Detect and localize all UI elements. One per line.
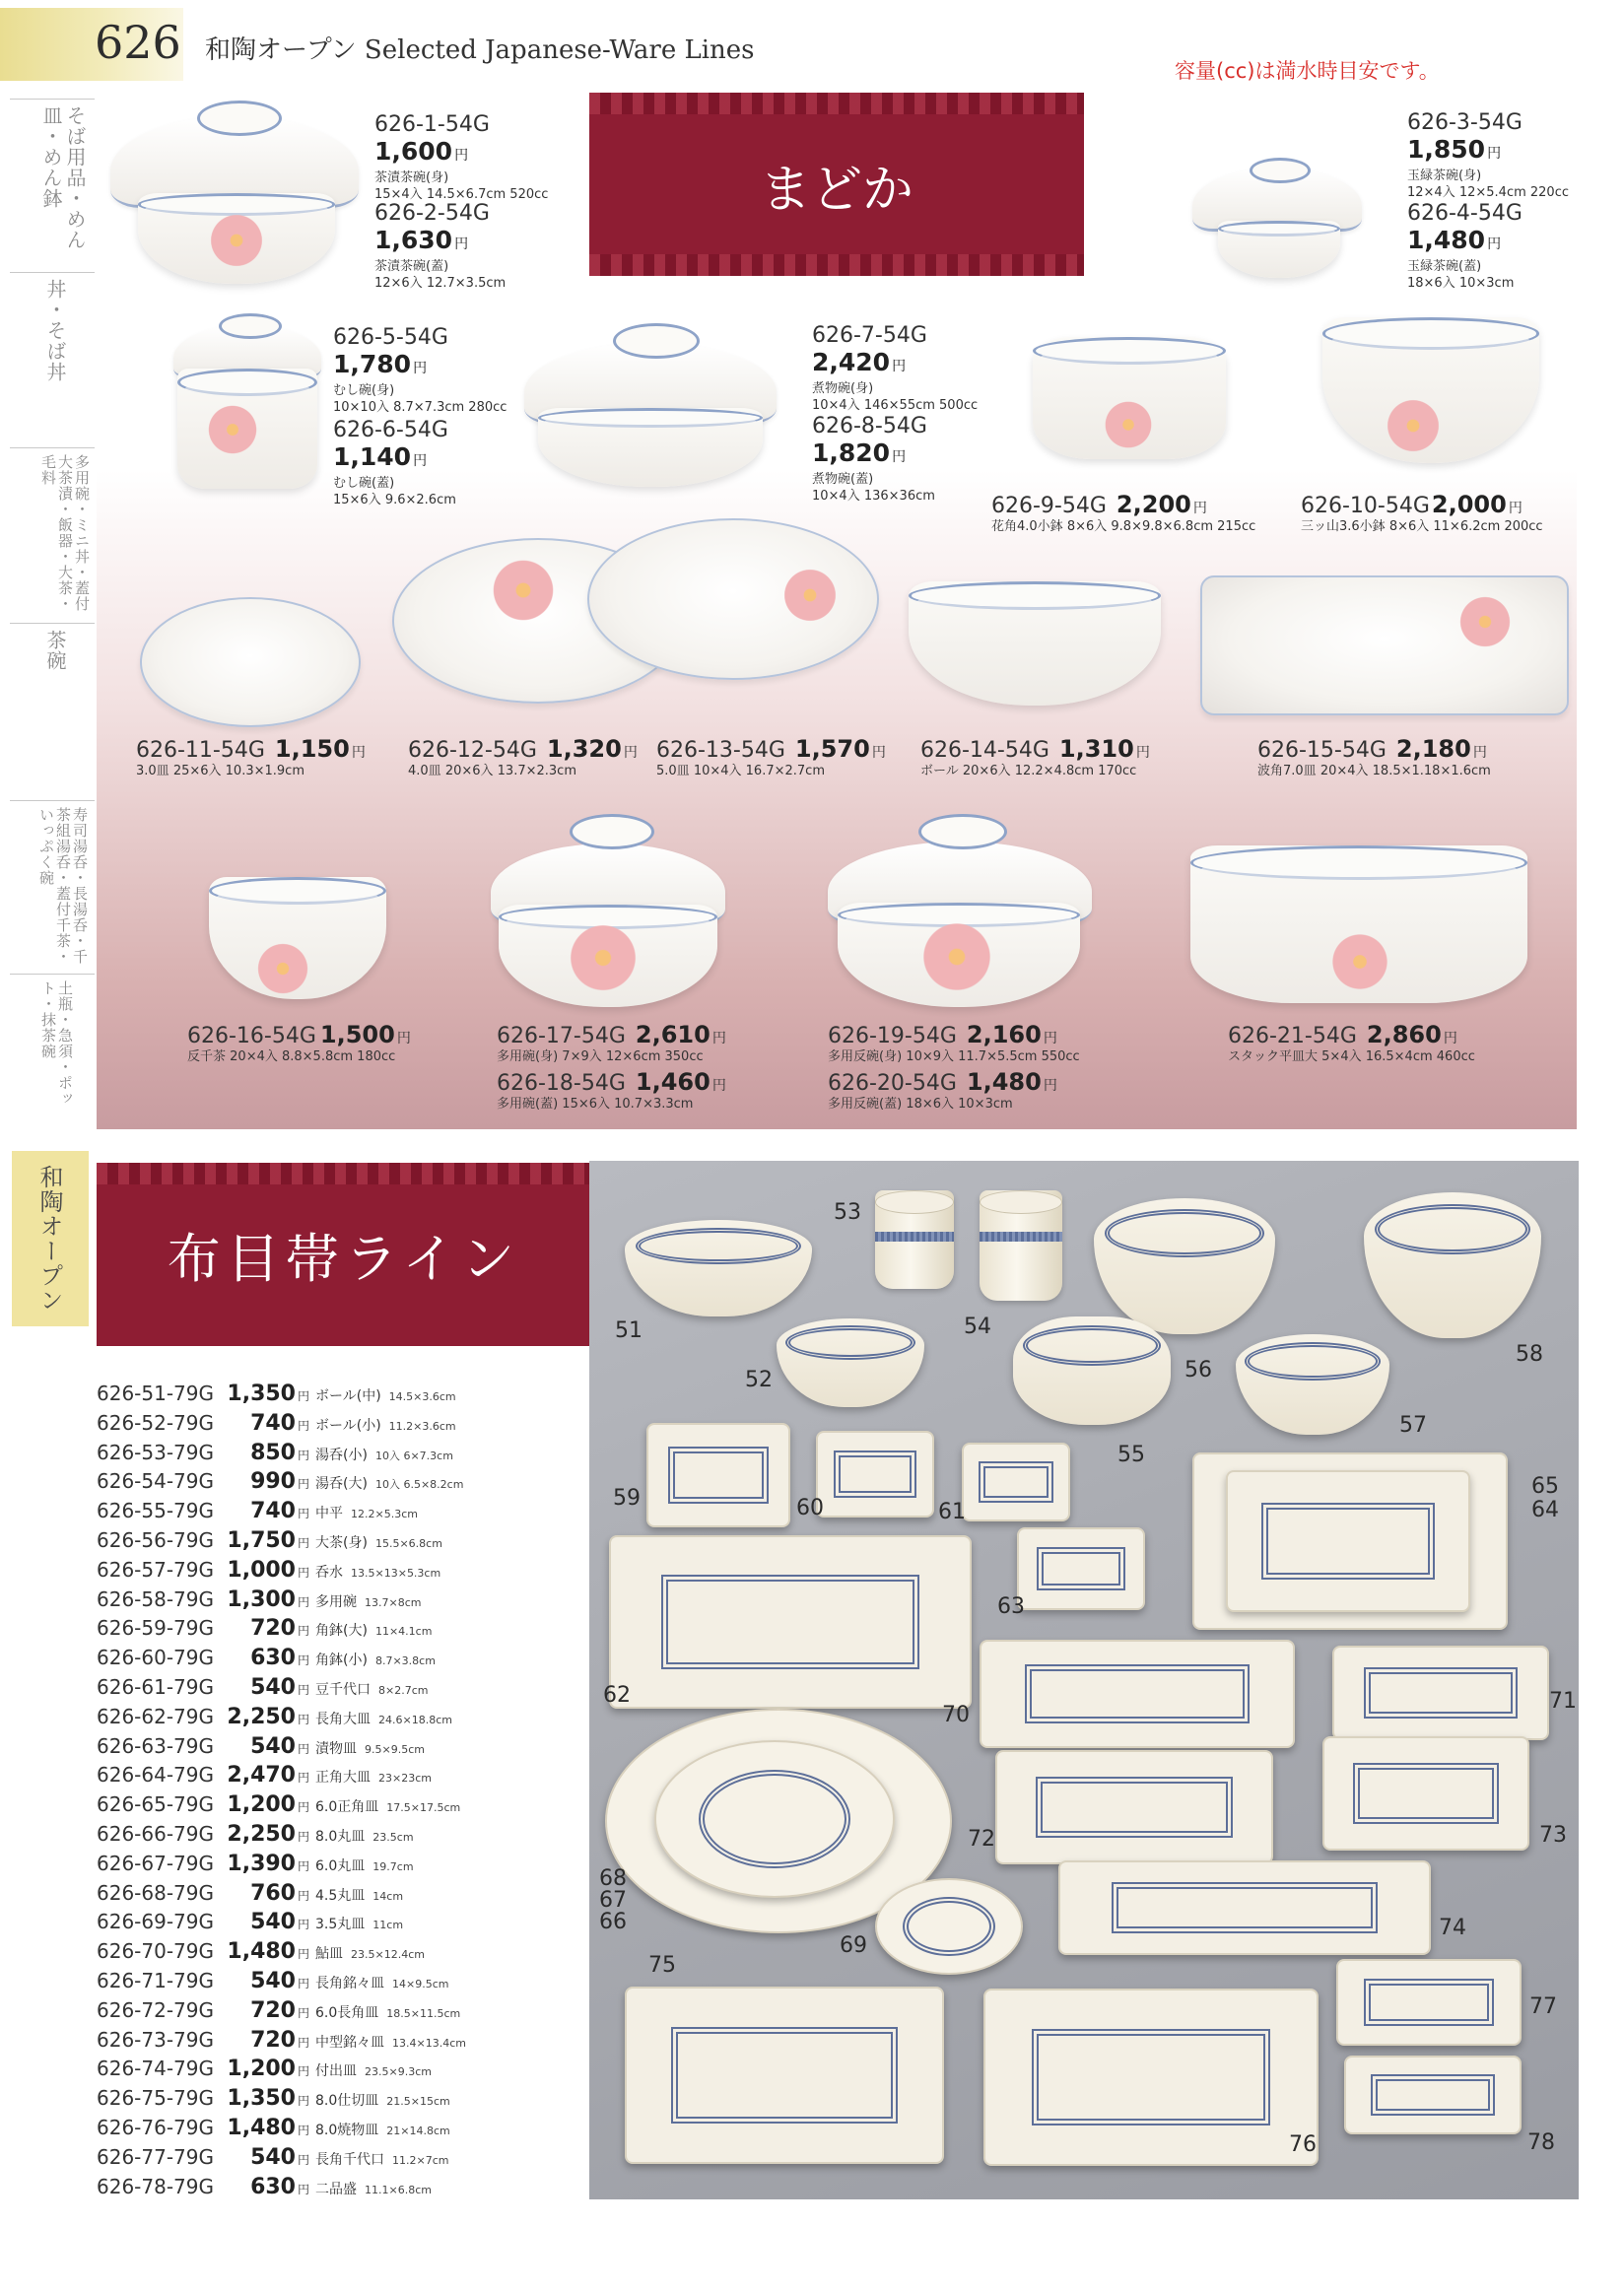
item-size: 11×4.1cm [374,1625,433,1639]
item-code: 626-55-79G [97,1499,215,1523]
bowl-58 [1364,1192,1541,1338]
price-row [97,2057,589,2086]
label-68: 68 [599,1866,627,1891]
yen-unit: 円 [298,1947,310,1962]
item-name: 二品盛 [315,2181,358,2197]
item-code: 626-68-79G [97,1880,215,1905]
label-76: 76 [1289,2132,1317,2157]
item-code: 626-56-79G [97,1527,215,1552]
yen-unit: 円 [298,1682,310,1697]
item-size: 12.2×5.3cm [351,1508,418,1521]
item-code: 626-58-79G [97,1586,215,1611]
yen-unit: 円 [298,1653,310,1668]
item-name: ボール(中) [315,1388,381,1404]
item-name: 長角千代口 [315,2151,385,2168]
yen-unit: 円 [298,1976,310,1990]
item-name: 3.5丸皿 [315,1917,366,1933]
yen-unit: 円 [298,1389,310,1403]
item-size: 11.2×7cm [392,2153,449,2167]
item-size: 24.6×18.8cm [378,1713,452,1726]
index-label: 多用碗・ミニ丼・蓋付大茶漬・飯器・大茶・毛料 [39,454,91,612]
item-name: 中平 [315,1506,344,1522]
item-price: 1,000 [227,1557,296,1583]
flower-motif [205,402,260,457]
price-row [97,2086,589,2116]
item-price: 540 [250,2144,296,2170]
item-code: 626-78-79G [97,2174,215,2198]
label-74: 74 [1439,1916,1466,1940]
item-price: 1,300 [227,1586,296,1612]
label-61: 61 [938,1500,966,1524]
item-price: 720 [250,1997,296,2023]
nunome-banner [97,1163,591,1346]
page-title: 和陶オープン Selected Japanese-Ware Lines [205,35,755,65]
flower-motif [918,918,995,995]
item-size: 18.5×11.5cm [386,2006,461,2020]
item-name: 6.0丸皿 [315,1857,366,1874]
item-price: 540 [250,1674,296,1700]
item-price: 850 [250,1440,296,1465]
lid-knob [1250,158,1311,183]
item-code: 626-71-79G [97,1968,215,1992]
item-name: 漬物皿 [315,1740,358,1757]
item-size: 14cm [372,1889,404,1903]
flower-motif [489,556,558,625]
flower-motif [1102,398,1155,451]
item-code: 626-69-79G [97,1910,215,1934]
product-626-5: 626-5-54G 1,780 円 むし碗(身) 10×10入 8.7×7.3cm 280cc [333,325,508,415]
yen-unit: 円 [298,2005,310,2020]
item-code: 626-51-79G [97,1382,215,1405]
yen-unit: 円 [298,1712,310,1726]
item-name: 6.0正角皿 [315,1799,379,1816]
item-code: 626-77-79G [97,2144,215,2169]
nunome-price-list [97,1382,589,2203]
item-code: 626-52-79G [97,1410,215,1435]
flower-motif [1384,396,1443,455]
item-size: 13.7×8cm [365,1595,422,1609]
item-name: 4.5丸皿 [315,1887,366,1904]
price-row [97,1998,589,2028]
item-size: 23.5cm [372,1830,414,1844]
item-size: 13.5×13×5.3cm [351,1566,441,1580]
price-row [97,1675,589,1705]
label-60: 60 [796,1496,824,1520]
price-row [97,1499,589,1528]
price-row [97,1558,589,1587]
item-price: 2,470 [227,1763,296,1788]
yen-unit: 円 [298,1829,310,1844]
item-code: 626-63-79G [97,1733,215,1758]
item-code: 626-75-79G [97,2086,215,2111]
label-78: 78 [1527,2130,1555,2155]
product-626-11: 626-11-54G 1,150 円 3.0皿 25×6入 10.3×1.9cm [136,735,366,778]
item-name: 鮎皿 [315,1946,344,1963]
product-626-13: 626-13-54G 1,570 円 5.0皿 10×4入 16.7×2.7cm [656,735,886,778]
flower-motif [1456,593,1514,650]
product-626-7: 626-7-54G 2,420 円 煮物碗(身) 10×4入 146×55cm 500cc [812,323,979,413]
label-67: 67 [599,1888,627,1913]
item-size: 15.5×6.8cm [374,1536,442,1550]
item-code: 626-65-79G [97,1792,215,1817]
yen-unit: 円 [298,2182,310,2196]
yen-unit: 円 [298,1888,310,1903]
price-row [97,1382,589,1411]
index-label: 丼・そば丼 [43,279,67,382]
flower-motif [1328,930,1391,993]
product-626-15: 626-15-54G 2,180 円 波角7.0皿 20×4入 18.5×1.18×1.6cm [1257,735,1491,778]
yen-unit: 円 [298,1858,310,1873]
price-row [97,1587,589,1617]
item-price: 1,390 [227,1851,296,1876]
item-price: 720 [250,1616,296,1642]
lid-knob [570,814,654,849]
item-size: 8.7×3.8cm [374,1654,436,1668]
item-code: 626-70-79G [97,1939,215,1964]
pickle-plate-63 [1017,1527,1145,1610]
partition-plate-75 [625,1987,944,2164]
item-size: 11.1×6.8cm [365,2183,432,2196]
item-code: 626-67-79G [97,1851,215,1875]
yen-unit: 円 [298,1741,310,1756]
two-item-plate-78 [1344,2056,1522,2134]
checker-band [589,93,1084,114]
item-price: 630 [250,1646,296,1671]
item-size: 23.5×9.3cm [365,2065,432,2079]
item-name: 豆千代口 [315,1681,372,1698]
item-name: 付出皿 [315,2063,358,2080]
label-51: 51 [615,1318,643,1343]
chiyoguchi-77 [1336,1959,1522,2046]
square-bowl-59 [646,1423,790,1527]
bowl-51 [625,1220,812,1316]
item-name: 6.0長角皿 [315,2004,379,2021]
yen-unit: 円 [298,2035,310,2050]
item-price: 740 [250,1499,296,1524]
label-71: 71 [1549,1689,1577,1714]
item-code: 626-72-79G [97,1997,215,2022]
capacity-note: 容量(cc)は満水時目安です。 [1175,59,1440,83]
price-row [97,1469,589,1499]
label-59: 59 [613,1486,641,1511]
yen-unit: 円 [298,1507,310,1521]
ayu-plate-70 [980,1640,1295,1748]
item-price: 1,200 [227,2057,296,2082]
plate-73 [1322,1736,1529,1851]
item-code: 626-66-79G [97,1821,215,1846]
price-row [97,2028,589,2058]
flower-motif [566,920,641,995]
label-73: 73 [1539,1823,1567,1848]
index-label: 土瓶・急須・ポット・抹茶碗 [39,980,74,1107]
product-626-21: 626-21-54G 2,860 円 スタック平皿大 5×4入 16.5×4cm 460cc [1228,1021,1475,1064]
square-bowl-61 [962,1443,1070,1521]
index-section-chawan[interactable] [10,623,95,801]
nunome-product-photo [589,1161,1579,2199]
item-size: 8×2.7cm [378,1683,429,1697]
label-53: 53 [834,1200,861,1225]
item-code: 626-53-79G [97,1440,215,1464]
item-name: 湯呑(大) [315,1476,368,1493]
item-code: 626-60-79G [97,1646,215,1670]
item-name: ボール(小) [315,1417,381,1434]
index-section-soba[interactable] [10,99,95,273]
label-54: 54 [964,1315,991,1339]
item-name: 8.0仕切皿 [315,2093,379,2110]
label-77: 77 [1529,1994,1557,2019]
yen-unit: 円 [298,2152,310,2167]
index-label: 寿司湯呑・長湯呑・千茶組湯呑・蓋付千茶・いっぷく碗 [37,807,89,965]
round-plate-69 [875,1878,1023,1975]
product-626-10: 626-10-54G2,000 円 三ッ山3.6小鉢 8×6入 11×6.2cm 200cc [1301,491,1543,534]
price-row [97,1852,589,1881]
item-price: 2,250 [227,1821,296,1847]
label-64: 64 [1531,1498,1559,1522]
index-section-don[interactable] [10,272,95,448]
item-name: 8.0丸皿 [315,1828,366,1845]
item-name: 大茶(身) [315,1534,368,1551]
item-name: 呑水 [315,1564,344,1581]
lid-knob [613,323,700,359]
product-626-9: 626-9-54G 2,200 円 花角4.0小鉢 8×6入 9.8×9.8×6.8cm 215cc [991,491,1256,534]
item-size: 21×14.8cm [386,2124,450,2137]
lid-knob [219,313,282,339]
yen-unit: 円 [298,2064,310,2079]
product-626-1: 626-1-54G 1,600 円 茶漬茶碗(身) 15×4入 14.5×6.7cm 520cc [374,112,549,202]
cup-54 [980,1190,1062,1301]
label-66: 66 [599,1910,627,1934]
yen-unit: 円 [298,1771,310,1786]
product-626-16: 626-16-54G 1,500 円 反千茶 20×4入 8.8×5.8cm 180cc [187,1021,411,1064]
product-626-19: 626-19-54G 2,160 円 多用反碗(身) 10×9入 11.7×5.5cm 550cc [828,1021,1080,1064]
item-size: 11cm [372,1919,404,1932]
label-55: 55 [1117,1443,1145,1467]
flower-motif [780,566,840,625]
item-name: 角鉢(大) [315,1623,368,1640]
grill-plate-76 [983,1989,1319,2166]
item-name: 8.0焼物皿 [315,2122,379,2138]
madoka-title: まどか [759,160,914,220]
square-bowl-60 [816,1431,934,1518]
item-size: 10入 6.5×8.2cm [374,1478,464,1492]
checker-band [589,254,1084,276]
nunome-title: 布目帯ライン [167,1227,521,1290]
price-row [97,2116,589,2145]
yen-unit: 円 [298,2094,310,2109]
product-626-4: 626-4-54G 1,480 円 玉緑茶碗(蓋) 18×6入 10×3cm [1407,201,1522,291]
yen-unit: 円 [298,1594,310,1609]
long-plate-72 [995,1750,1273,1864]
item-size: 11.2×3.6cm [388,1419,456,1433]
item-price: 540 [250,1910,296,1935]
item-name: 多用碗 [315,1593,358,1610]
bowl-57 [1236,1334,1389,1435]
price-row [97,1616,589,1646]
label-52: 52 [745,1368,773,1392]
item-name: 正角大皿 [315,1770,372,1787]
cup-53 [875,1190,954,1289]
price-row [97,1646,589,1675]
label-69: 69 [840,1933,867,1958]
price-row [97,1969,589,1998]
item-price: 1,750 [227,1527,296,1553]
bowl-55 [1013,1316,1171,1425]
item-size: 9.5×9.5cm [365,1742,425,1756]
item-name: 長角銘々皿 [315,1975,385,1991]
label-56: 56 [1184,1358,1212,1383]
price-row [97,1705,589,1734]
item-code: 626-57-79G [97,1557,215,1582]
item-code: 626-62-79G [97,1704,215,1728]
product-626-6: 626-6-54G 1,140 円 むし碗(蓋) 15×6入 9.6×2.6cm [333,418,456,507]
yen-unit: 円 [298,1800,310,1815]
price-row [97,1822,589,1852]
product-626-14: 626-14-54G 1,310 円 ボール 20×6入 12.2×4.8cm 170cc [920,735,1150,778]
product-626-18: 626-18-54G 1,460 円 多用碗(蓋) 15×6入 10.7×3.3cm [497,1068,726,1112]
checker-band [97,1163,591,1184]
yen-unit: 円 [298,1477,310,1492]
item-price: 630 [250,2174,296,2199]
yen-unit: 円 [298,1918,310,1932]
bowl-56 [1094,1198,1275,1334]
index-label: 茶碗 [43,630,67,671]
plate-3-0 [140,597,361,727]
index-tab-label: 和陶オープン [35,1165,63,1313]
item-price: 990 [250,1469,296,1495]
item-code: 626-76-79G [97,2115,215,2139]
item-name: 中型銘々皿 [315,2034,385,2051]
yen-unit: 円 [298,1624,310,1639]
item-price: 1,350 [227,2086,296,2112]
flower-motif [254,940,311,997]
item-size: 10入 6×7.3cm [374,1449,453,1462]
meimei-plate-71 [1332,1646,1549,1740]
item-price: 2,250 [227,1704,296,1729]
index-section-tayowan[interactable] [10,447,95,624]
item-size: 14.5×3.6cm [388,1390,456,1403]
label-65: 65 [1531,1474,1559,1499]
price-row [97,2175,589,2204]
item-size: 17.5×17.5cm [386,1801,461,1815]
label-63: 63 [997,1594,1025,1619]
item-name: 長角大皿 [315,1711,372,1727]
price-row [97,1939,589,1969]
item-size: 23.5×12.4cm [351,1948,425,1962]
item-price: 1,350 [227,1382,296,1406]
label-72: 72 [968,1827,995,1852]
item-code: 626-54-79G [97,1469,215,1494]
item-price: 760 [250,1880,296,1906]
item-price: 1,480 [227,2115,296,2140]
index-label: そば用品・めん皿・めん鉢 [39,105,87,250]
round-plate-67 [654,1740,895,1898]
yen-unit: 円 [298,1448,310,1462]
item-size: 13.4×13.4cm [392,2036,466,2050]
item-code: 626-59-79G [97,1616,215,1641]
flower-motif [207,211,266,270]
item-price: 540 [250,1733,296,1759]
label-75: 75 [648,1953,676,1978]
price-row [97,1734,589,1764]
nami-kaku-plate [1200,575,1569,715]
item-price: 540 [250,1968,296,1993]
product-626-12: 626-12-54G 1,320 円 4.0皿 20×6入 13.7×2.3cm [408,735,638,778]
yen-unit: 円 [298,1418,310,1433]
price-row [97,2145,589,2175]
product-626-8: 626-8-54G 1,820 円 煮物碗(蓋) 10×4入 136×36cm [812,414,935,504]
price-row [97,1881,589,1911]
price-row [97,1528,589,1558]
price-row [97,1792,589,1822]
price-row [97,1411,589,1441]
lid-knob [918,814,1007,849]
price-row [97,1910,589,1939]
index-section-yunomi[interactable] [10,800,95,975]
tsukedashi-plate-74 [1058,1860,1431,1955]
item-code: 626-61-79G [97,1674,215,1699]
product-626-17: 626-17-54G 2,610 円 多用碗(身) 7×9入 12×6cm 350cc [497,1021,726,1064]
item-price: 1,480 [227,1939,296,1965]
yen-unit: 円 [298,1535,310,1550]
product-626-3: 626-3-54G 1,850 円 玉緑茶碗(身) 12×4入 12×5.4cm 220cc [1407,110,1569,200]
bowl-52 [777,1318,924,1407]
page-number: 626 [95,16,181,69]
lid-knob [197,101,282,136]
yen-unit: 円 [298,1565,310,1580]
label-62: 62 [603,1683,631,1708]
item-name: 湯呑(小) [315,1447,368,1463]
price-row [97,1441,589,1470]
item-price: 720 [250,2027,296,2053]
label-70: 70 [942,1703,970,1727]
item-name: 角鉢(小) [315,1653,368,1669]
item-code: 626-74-79G [97,2057,215,2081]
product-626-2: 626-2-54G 1,630 円 茶漬茶碗(蓋) 12×6入 12.7×3.5cm [374,201,507,291]
long-plate-62 [609,1535,972,1709]
index-tab-active[interactable] [12,1151,89,1326]
item-size: 14×9.5cm [392,1977,449,1990]
product-626-20: 626-20-54G 1,480 円 多用反碗(蓋) 18×6入 10×3cm [828,1068,1057,1112]
item-price: 740 [250,1410,296,1436]
label-58: 58 [1516,1342,1543,1367]
square-plate-65 [1226,1470,1470,1612]
item-code: 626-64-79G [97,1763,215,1788]
price-row [97,1763,589,1792]
item-size: 23×23cm [378,1772,432,1786]
item-size: 21.5×15cm [386,2095,450,2109]
label-57: 57 [1399,1413,1427,1438]
madoka-banner [589,93,1084,276]
item-code: 626-73-79G [97,2027,215,2052]
index-section-dobin[interactable] [10,974,95,1134]
item-size: 19.7cm [372,1859,414,1873]
yen-unit: 円 [298,2123,310,2137]
item-price: 1,200 [227,1792,296,1818]
